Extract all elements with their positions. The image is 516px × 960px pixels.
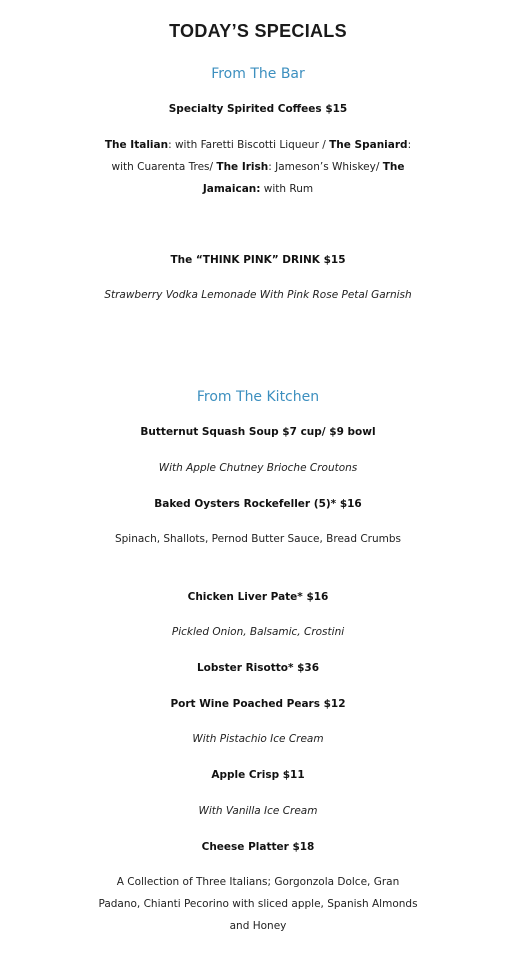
menu-item-spirited-coffees: Specialty Spirited Coffees $15 [168,103,348,115]
coffee-spaniard-name: The Spaniard [329,139,408,151]
menu-item-poached-pears-desc: With Pistachio Ice Cream [192,733,324,745]
menu-item-butternut-soup: Butternut Squash Soup $7 cup/ $9 bowl [140,426,376,438]
coffee-italian-name: The Italian [104,139,169,151]
coffee-irish-name: The Irish [216,161,269,173]
coffee-italian-text: : with Faretti Biscotti Liqueur / [168,139,330,151]
section-heading-bar: From The Bar [211,66,305,82]
page-title: TODAY’S SPECIALS [169,21,347,41]
menu-item-oysters-desc: Spinach, Shallots, Pernod Butter Sauce, Bread Crumbs [114,533,402,545]
menu-item-butternut-soup-desc: With Apple Chutney Brioche Croutons [158,462,358,474]
menu-item-oysters: Baked Oysters Rockefeller (5)* $16 [154,498,362,510]
coffee-spaniard-text: : with Cuarenta Tres/ [111,139,412,173]
coffee-jamaican-name: The Jamaican: [202,161,405,195]
menu-item-apple-crisp-desc: With Vanilla Ice Cream [198,805,318,817]
coffee-irish-text: : Jameson’s Whiskey/ [268,161,383,173]
menu-item-cheese-platter-desc: A Collection of Three Italians; Gorgonzola Dolce, Gran Padano, Chianti Pecorino with sliced apple, Spanish Almonds and Honey [98,876,418,932]
menu-item-think-pink: The “THINK PINK” DRINK $15 [170,254,346,266]
menu-item-apple-crisp: Apple Crisp $11 [211,769,305,781]
section-heading-kitchen: From The Kitchen [196,389,320,405]
menu-item-chicken-liver-pate-desc: Pickled Onion, Balsamic, Crostini [171,626,345,638]
menu-item-think-pink-desc: Strawberry Vodka Lemonade With Pink Rose Petal Garnish [104,289,412,301]
menu-item-spirited-coffees-desc [96,134,420,200]
menu-item-lobster-risotto: Lobster Risotto* $36 [196,662,320,674]
menu-item-cheese-platter: Cheese Platter $18 [201,841,315,853]
menu-item-poached-pears: Port Wine Poached Pears $12 [170,698,346,710]
menu-item-chicken-liver-pate: Chicken Liver Pate* $16 [187,591,329,603]
coffee-jamaican-text: with Rum [260,183,314,195]
